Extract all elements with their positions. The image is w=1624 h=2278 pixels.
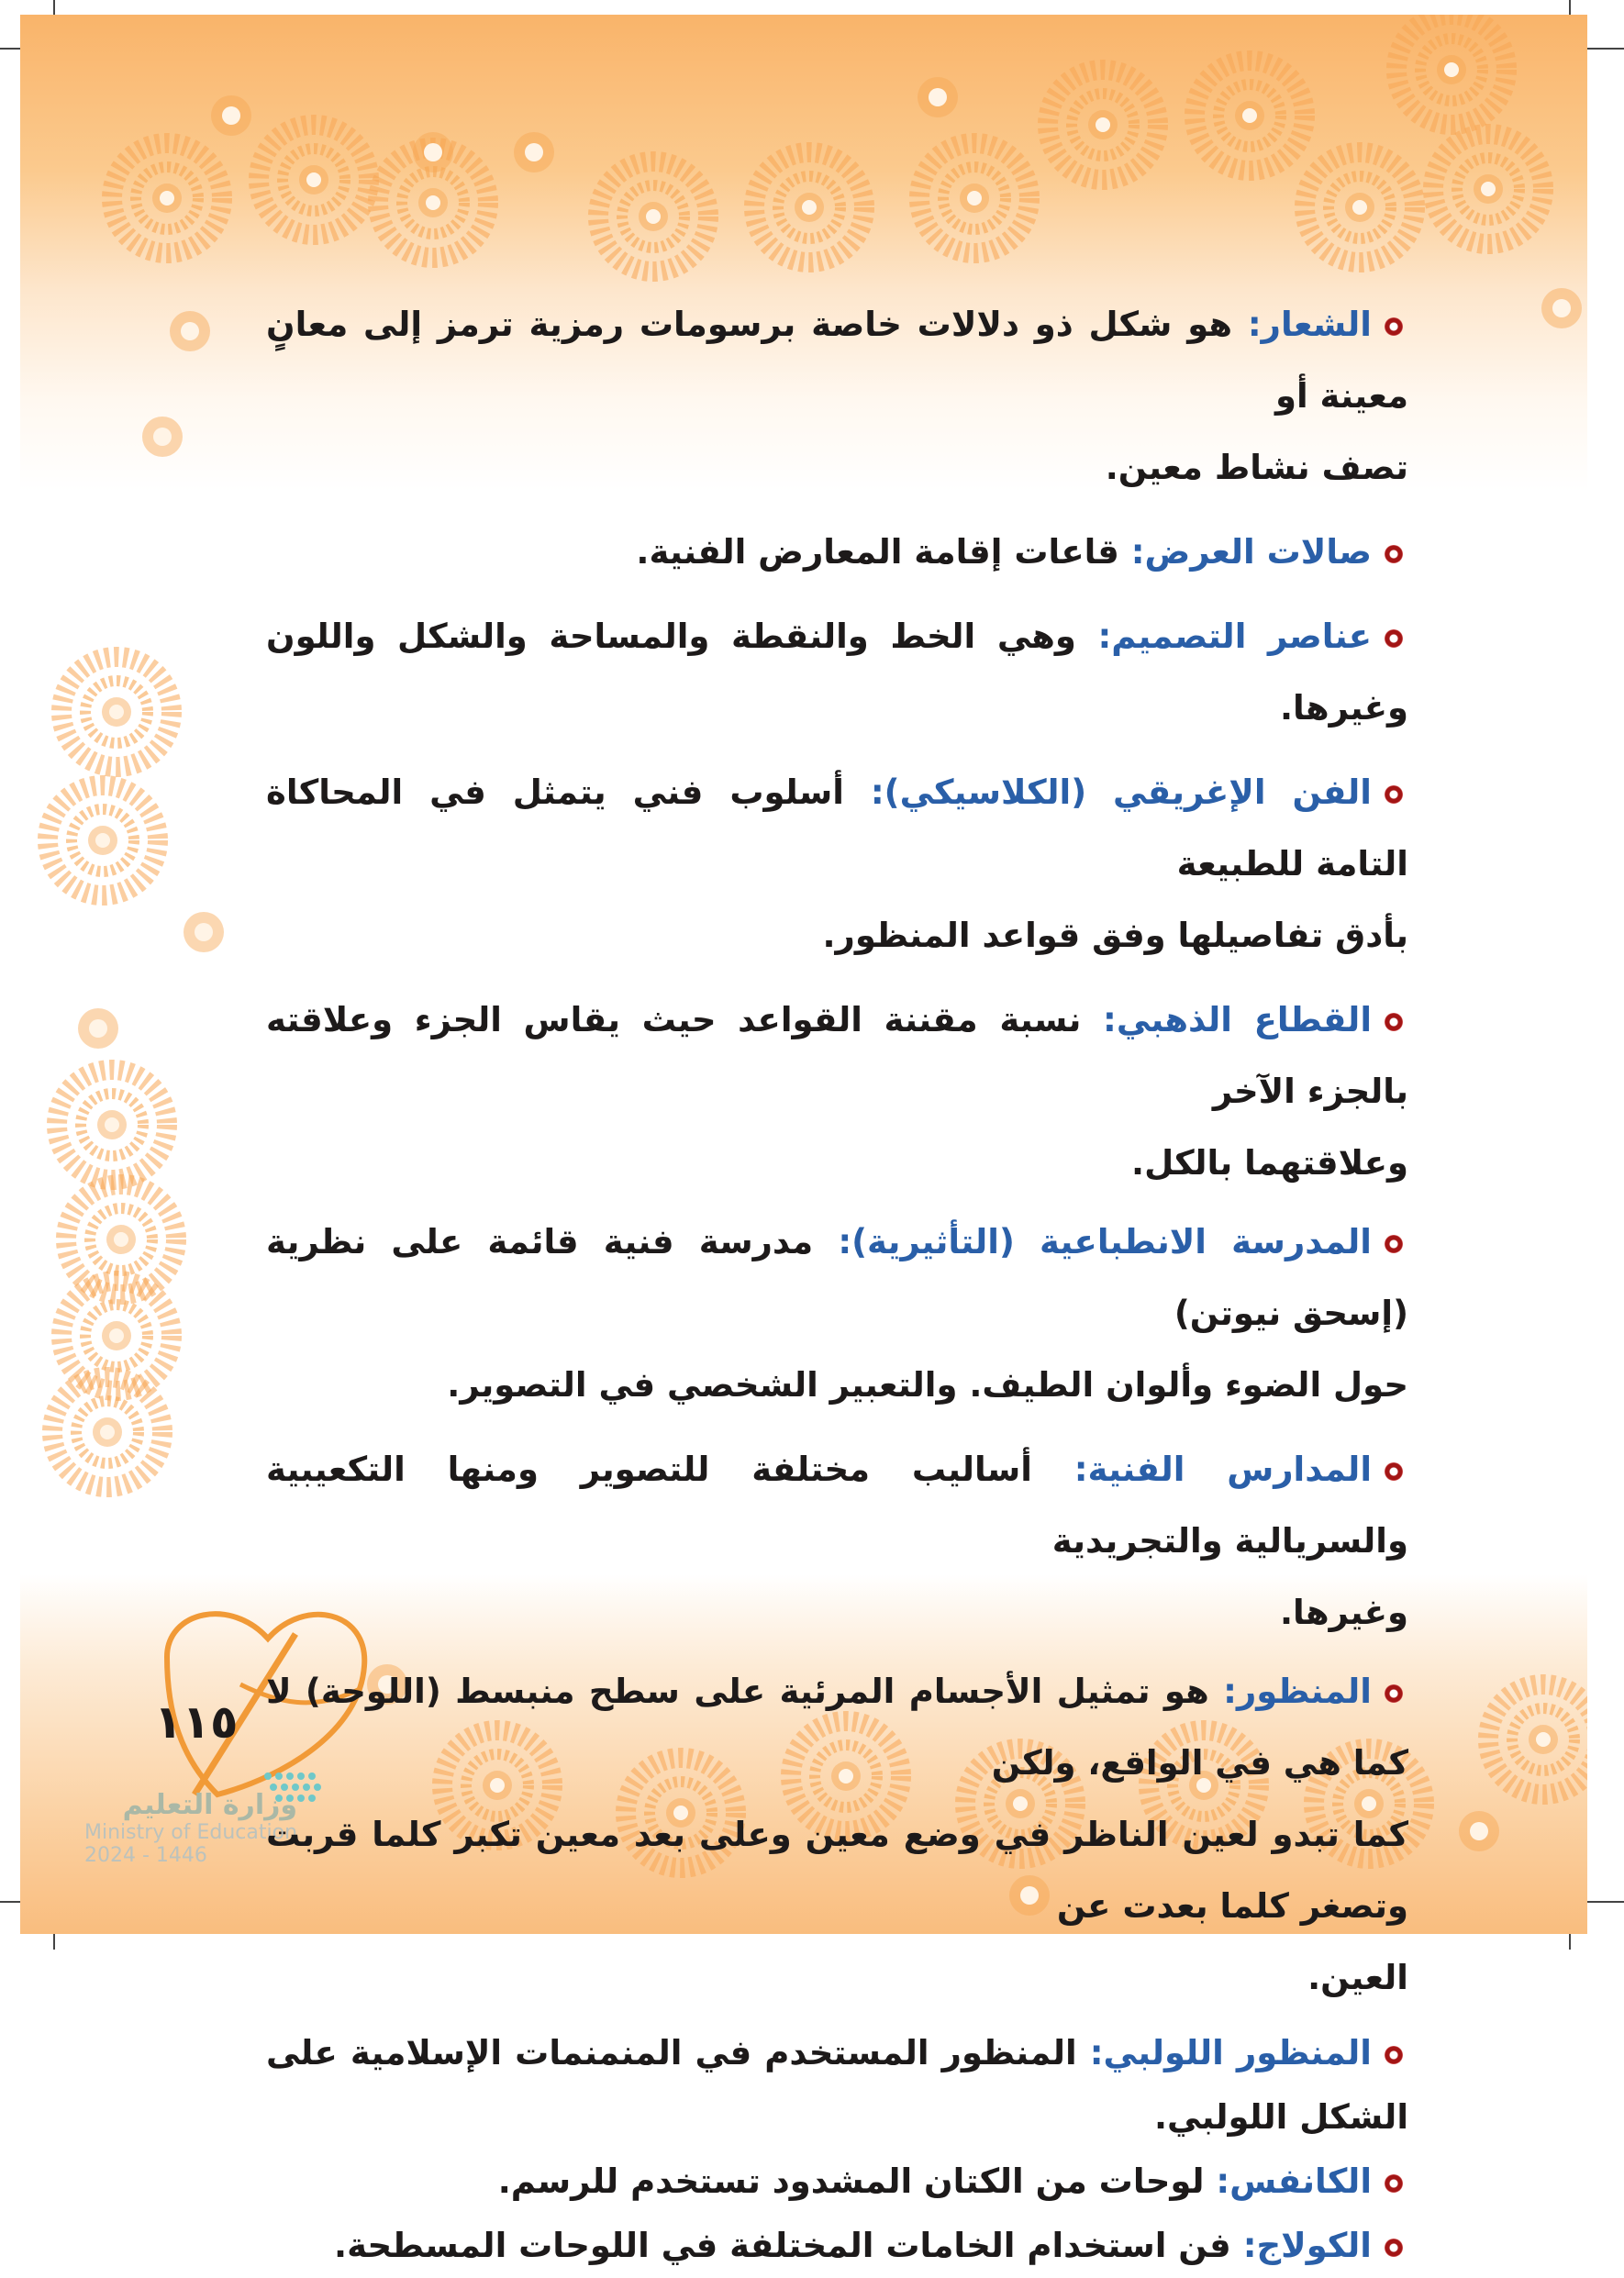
ministry-name-en: Ministry of Education [84, 1821, 298, 1844]
sun-ornament [112, 143, 222, 253]
bullet-icon [1385, 545, 1403, 563]
edition-year: 2024 - 1446 [84, 1844, 207, 1867]
glossary-term: صالات العرض: [1130, 532, 1372, 572]
bullet-icon [1385, 1684, 1403, 1703]
definition-line: وعلاقتهما بالكل. [1131, 1143, 1408, 1183]
bullet-icon [1385, 1462, 1403, 1481]
definition-line: تصف نشاط معين. [1105, 448, 1408, 487]
glossary-item [266, 2214, 1408, 2278]
page-number: ١١٥ [154, 1695, 239, 1749]
bullet-icon [1385, 629, 1403, 648]
glossary-term: الكولاج: [1242, 2226, 1372, 2265]
definition-line: مدرسة فنية قائمة على نظرية (إسحق نيوتن) [266, 1222, 1408, 1333]
definition-line: هو تمثيل الأجسام المرئية على سطح منبسط (اللوحة) لا كما هي في الواقع، ولكن [266, 1672, 1408, 1783]
definition-line: لوحات من الكتان المشدود تستخدم للرسم. [497, 2161, 1205, 2201]
glossary-term: عناصر التصميم: [1097, 617, 1372, 656]
glossary-term: المنظور: [1223, 1672, 1372, 1711]
bullet-icon [1385, 2046, 1403, 2064]
bullet-icon [1385, 1235, 1403, 1253]
bullet-icon [1385, 785, 1403, 804]
glossary-item [266, 1206, 1408, 1421]
glossary-item [266, 1656, 1408, 2014]
definition-line: كما تبدو لعين الناظر في وضع معين وعلى بعد معين تكبر كلما قربت وتصغر كلما بعدت عن [266, 1815, 1408, 1926]
glossary-term: المدرسة الانطباعية (التأثيرية): [838, 1222, 1372, 1261]
glossary-item [266, 2150, 1408, 2214]
bullet-icon [1385, 2174, 1403, 2193]
glossary-term: الكانفس: [1216, 2161, 1372, 2201]
glossary-item [266, 757, 1408, 972]
definition-line: أساليب مختلفة للتصوير ومنها التكعيبية والسريالية والتجريدية [266, 1450, 1408, 1561]
definition-line: هو شكل ذو دلالات خاصة برسومات رمزية ترمز إلى معانٍ معينة أو [266, 305, 1408, 416]
definition-line: بأدق تفاصيلها وفق قواعد المنظور. [822, 916, 1408, 955]
glossary-item [266, 517, 1408, 588]
bullet-icon [1385, 1013, 1403, 1031]
definition-line: نسبة مقننة القواعد حيث يقاس الجزء وعلاقته بالجزء الآخر [266, 1000, 1408, 1111]
glossary-item [266, 2021, 1408, 2150]
definition-line: وهي الخط والنقطة والمساحة والشكل واللون وغيرها. [266, 617, 1408, 728]
glossary-term: القطاع الذهبي: [1103, 1000, 1372, 1039]
glossary-item [266, 289, 1408, 504]
glossary-item [266, 984, 1408, 1199]
glossary-list [266, 289, 1408, 2278]
glossary-item [266, 1434, 1408, 1649]
glossary-term: المدارس الفنية: [1073, 1450, 1372, 1489]
bullet-icon [1385, 317, 1403, 336]
glossary-term: المنظور اللولبي: [1089, 2033, 1372, 2072]
definition-line: فن استخدام الخامات المختلفة في اللوحات المسطحة. [334, 2226, 1231, 2265]
glossary-term: الشعار: [1247, 305, 1372, 344]
definition-line: العين. [1307, 1958, 1408, 1997]
definition-line: أسلوب فني يتمثل في المحاكاة التامة للطبيعة [266, 772, 1408, 883]
crop-mark [1587, 1901, 1624, 1903]
glossary-item [266, 601, 1408, 744]
crop-mark [1587, 48, 1624, 50]
bullet-icon [1385, 2239, 1403, 2257]
definition-line: حول الضوء وألوان الطيف. والتعبير الشخصي في التصوير. [447, 1365, 1408, 1405]
definition-line: المنظور المستخدم في المنمنمات الإسلامية على الشكل اللولبي. [266, 2033, 1408, 2137]
definition-line: قاعات إقامة المعارض الفنية. [636, 532, 1119, 572]
definition-line: وغيرها. [1280, 1593, 1408, 1632]
ministry-name-ar: وزارة التعليم [122, 1789, 298, 1821]
glossary-term: الفن الإغريقي (الكلاسيكي): [870, 772, 1372, 812]
